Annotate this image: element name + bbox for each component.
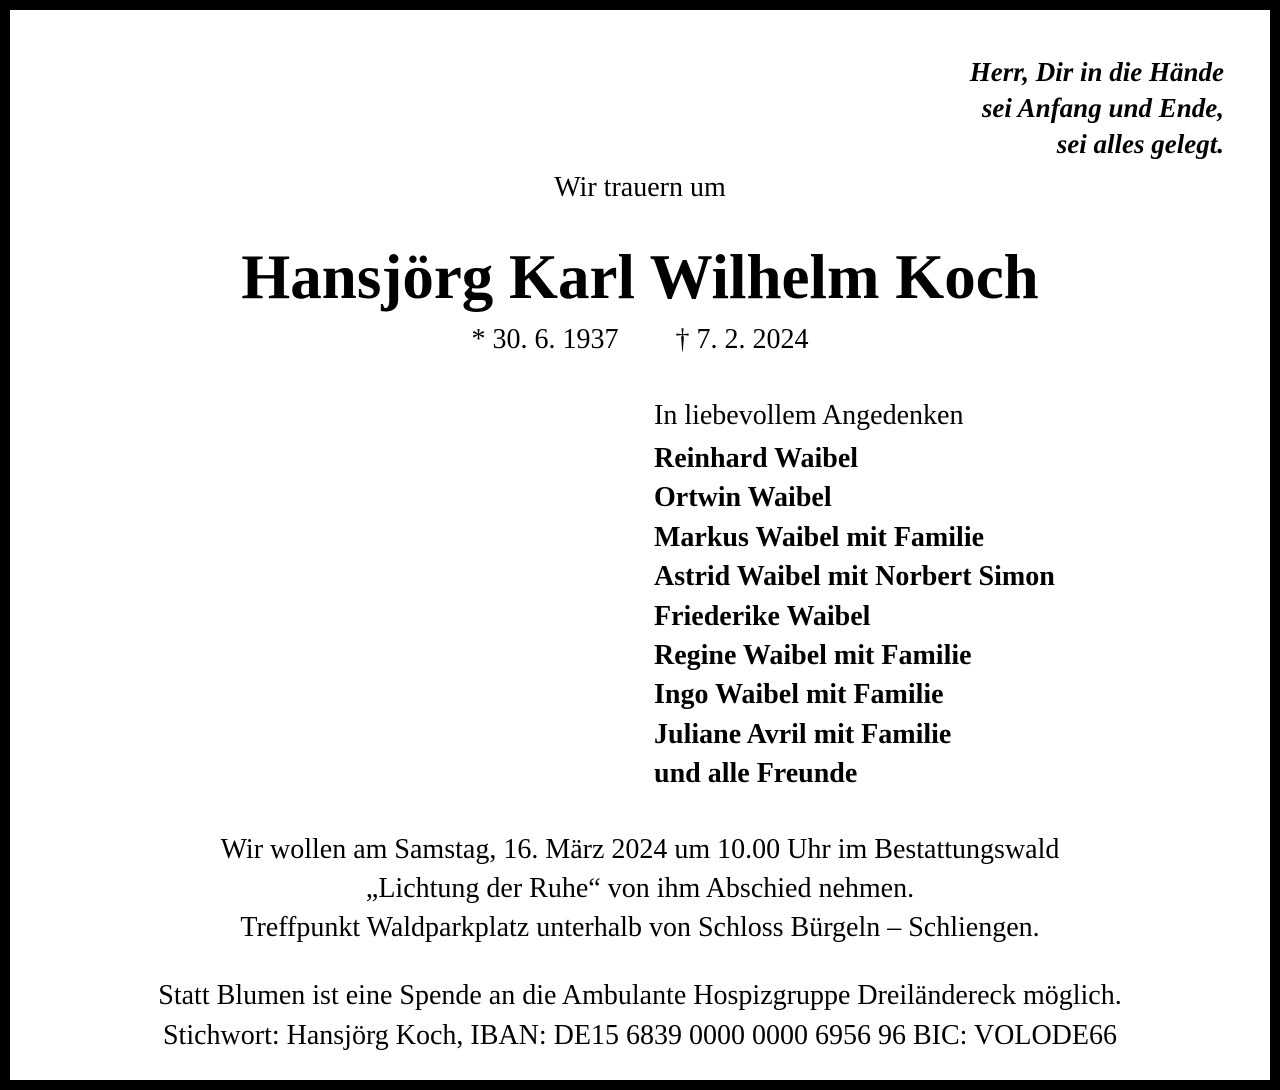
birth-date: * 30. 6. 1937: [471, 324, 619, 355]
ceremony-line: Treffpunkt Waldparkplatz unterhalb von Schloss Bürgeln – Schliengen.: [240, 912, 1040, 943]
mourner-name: Markus Waibel mit Familie: [654, 521, 985, 553]
mourner-name: Ortwin Waibel: [654, 482, 832, 514]
verse-line: Herr, Dir in die Hände: [969, 57, 1224, 87]
ceremony-line: Wir wollen am Samstag, 16. März 2024 um 10.00 Uhr im Bestattungswald: [220, 834, 1060, 865]
ceremony-line: „Lichtung der Ruhe“ von ihm Abschied nehmen.: [365, 873, 915, 904]
life-dates: [10, 321, 1270, 359]
deceased-name: Hansjörg Karl Wilhelm Koch: [241, 242, 1039, 312]
mourner-name: Friederike Waibel: [654, 600, 871, 632]
mourner-name: Astrid Waibel mit Norbert Simon: [654, 561, 1055, 593]
donation-info: [10, 976, 1270, 1056]
verse-line: sei alles gelegt.: [1056, 129, 1224, 159]
mourner-name: Regine Waibel mit Familie: [654, 639, 972, 671]
donation-line: Statt Blumen ist eine Spende an die Ambulante Hospizgruppe Dreiländereck möglich.: [158, 980, 1122, 1011]
death-date: † 7. 2. 2024: [675, 324, 809, 355]
mourner-name: Reinhard Waibel: [654, 443, 859, 474]
mourners-block: [654, 397, 1055, 794]
remembrance-line: In liebevollem Angedenken: [654, 400, 964, 431]
mourners-list: [654, 439, 1055, 794]
mourner-name: Juliane Avril mit Familie: [654, 718, 952, 750]
verse-line: sei Anfang und Ende,: [981, 93, 1224, 123]
bank-details-line: Stichwort: Hansjörg Koch, IBAN: DE15 6839 0000 0000 6956 96 BIC: VOLODE66: [162, 1020, 1118, 1051]
mourner-name: Ingo Waibel mit Familie: [654, 679, 944, 711]
verse-quote: [970, 54, 1224, 162]
mourning-intro: Wir trauern um: [554, 172, 726, 203]
mourner-name: und alle Freunde: [654, 758, 858, 790]
ceremony-info: [10, 830, 1270, 947]
